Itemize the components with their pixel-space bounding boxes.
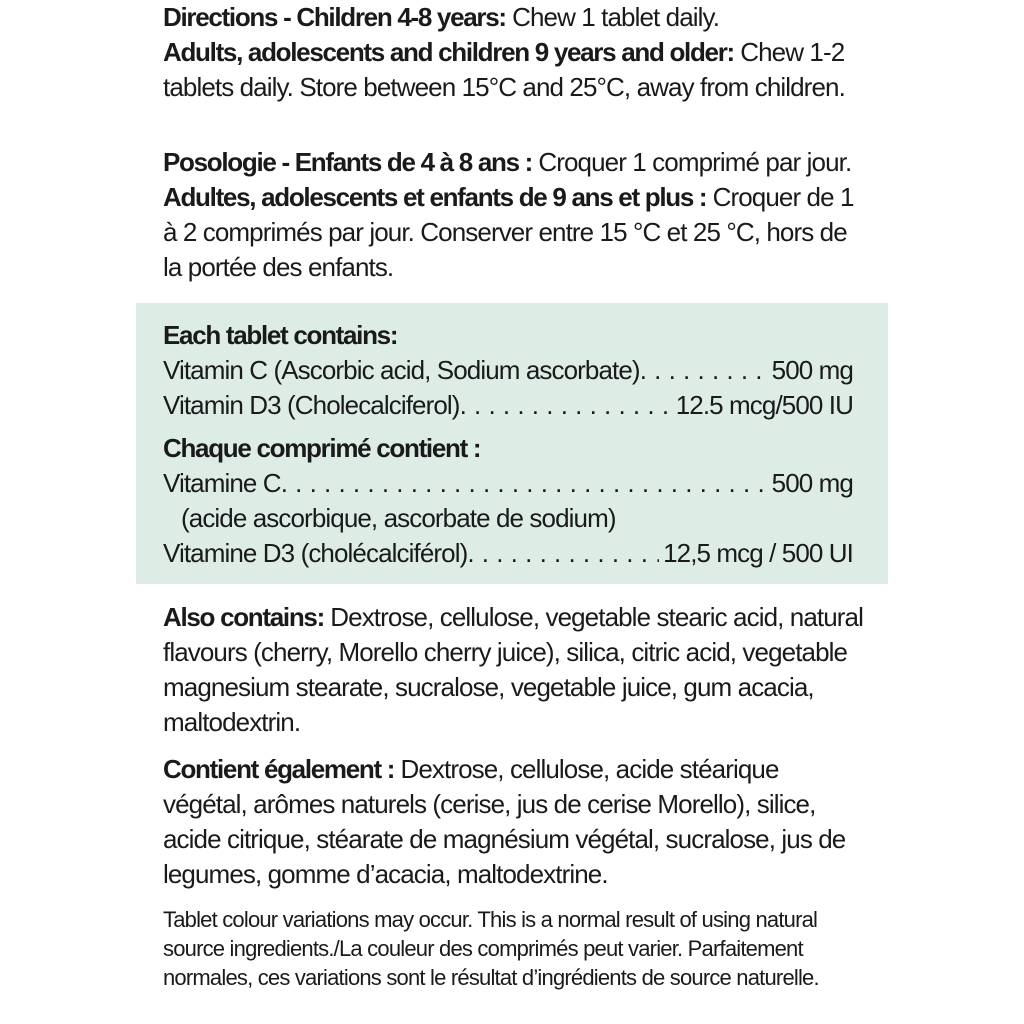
also-contains-english-text (163, 600, 863, 740)
ingredient-amount: 500 mg (771, 468, 853, 498)
contient-egalement-list: Dextrose, cellulose, acide stéarique végétal, arômes naturels (cerise, jus de cerise Morello), silice, acide citrique, stéarate de magnésium végétal, sucralose, jus de legumes, gomme d’acacia, maltodextrine. (163, 754, 846, 889)
ingredient-row (163, 353, 853, 388)
directions-adults-text: Chew 1-2 tablets daily. Store between 15°C and 25°C, away from children. (163, 37, 845, 102)
posologie-children-text: Croquer 1 comprimé par jour. (532, 147, 852, 177)
ingredient-subtext: (acide ascorbique, ascorbate de sodium) (181, 503, 616, 533)
directions-english (163, 0, 863, 105)
also-contains-french-text (163, 752, 863, 892)
contient-egalement-label: Contient également : (163, 754, 395, 784)
directions-english-text (163, 0, 863, 105)
directions-french-text (163, 145, 863, 285)
directions-adults-label: Adults, adolescents and children 9 years and older: (163, 37, 734, 67)
colour-variation-note-text: Tablet colour variations may occur. This is a normal result of using natural source ingredients./La couleur des comprimés peut varier. Parfaitement normales, ces variations sont le résultat d’ingrédients de source naturelle. (163, 907, 819, 990)
posologie-children-label: Posologie - Enfants de 4 à 8 ans : (163, 147, 533, 177)
leader-dots (460, 388, 672, 423)
directions-children-text: Chew 1 tablet daily. (505, 2, 720, 32)
ingredient-amount: 12.5 mcg/500 IU (675, 390, 853, 420)
also-contains-label: Also contains: (163, 602, 324, 632)
medicinal-ingredients-box (136, 303, 888, 584)
ingredient-name: Vitamine C (163, 468, 281, 498)
leader-dots (467, 536, 659, 571)
contents-heading-english: Each tablet contains: (163, 320, 398, 350)
posologie-adults-label: Adultes, adolescents et enfants de 9 ans et plus : (163, 182, 707, 212)
directions-french (163, 145, 863, 285)
ingredient-name: Vitamine D3 (cholécalciférol) (163, 538, 468, 568)
posologie-adults-text: Croquer de 1 à 2 comprimés par jour. Conserver entre 15 °C et 25 °C, hors de la portée des enfants. (163, 182, 854, 282)
ingredient-row (163, 388, 853, 423)
medicinal-ingredients-content (163, 318, 853, 571)
also-contains-list: Dextrose, cellulose, vegetable stearic acid, natural flavours (cherry, Morello cherry juice), silica, citric acid, vegetable magnesium stearate, sucralose, vegetable juice, gum acacia, maltodextrin. (163, 602, 863, 737)
ingredient-row (163, 466, 853, 501)
ingredient-amount: 12,5 mcg / 500 UI (663, 538, 853, 568)
also-contains-english (163, 600, 863, 740)
ingredient-name: Vitamin D3 (Cholecalciferol) (163, 390, 460, 420)
ingredient-amount: 500 mg (771, 355, 853, 385)
colour-variation-note (163, 905, 863, 992)
contents-heading-french: Chaque comprimé contient : (163, 433, 481, 463)
directions-children-label: Directions - Children 4-8 years: (163, 2, 506, 32)
leader-dots (281, 466, 768, 501)
ingredient-row (163, 536, 853, 571)
ingredient-name: Vitamin C (Ascorbic acid, Sodium ascorbate) (163, 355, 640, 385)
leader-dots (640, 353, 768, 388)
also-contains-french (163, 752, 863, 892)
